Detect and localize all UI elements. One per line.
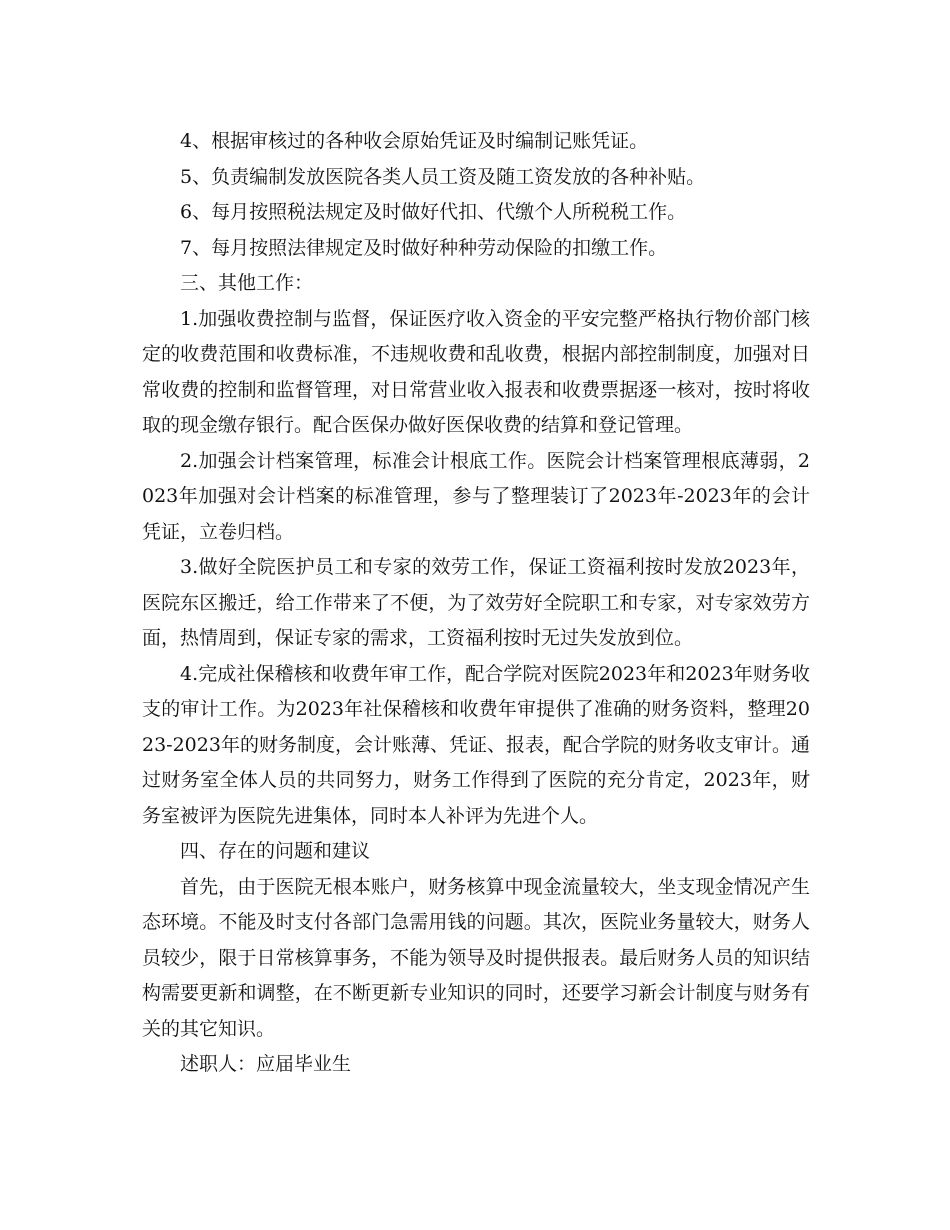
paragraph-problems: 首先，由于医院无根本账户，财务核算中现金流量较大，坐支现金情况产生态环境。不能及时支付各部门急需用钱的问题。其次，医院业务量较大，财务人员较少，限于日常核算事务，不能为领导及时提供报表。最后财务人员的知识结构需要更新和调整，在不断更新专业知识的同时，还要学习新会计制度与财务有关的其它知识。 (142, 875, 810, 1040)
paragraph-item-7: 7、每月按照法律规定及时做好种种劳动保险的扣缴工作。 (180, 236, 668, 259)
paragraph-item-4: 4、根据审核过的各种收会原始凭证及时编制记账凭证。 (180, 130, 649, 152)
paragraph-item-6: 6、每月按照税法规定及时做好代扣、代缴个人所税税工作。 (180, 201, 687, 223)
section-heading-problems: 四、存在的问题和建议 (180, 840, 371, 862)
paragraph-item-5: 5、负责编制发放医院各类人员工资及随工资发放的各种补贴。 (180, 165, 706, 188)
paragraph-archive-management: 2.加强会计档案管理，标准会计根底工作。医院会计档案管理根底薄弱，2023年加强对会计档案的标准管理，参与了整理装订了2023年-2023年的会计凭证，立卷归档。 (142, 449, 810, 543)
paragraph-audit-work: 4.完成社保稽核和收费年审工作，配合学院对医院2023年和2023年财务收支的审计工作。为2023年社保稽核和收费年审提供了准确的财务资料，整理2023-2023年的财务制度，会计账薄、凭证、报表，配合学院的财务收支审计。通过财务室全体人员的共同努力，财务工作得到了医院的充分肯定，2023年，财务室被评为医院先进集体，同时本人补评为先进个人。 (142, 662, 810, 827)
section-heading-other-work: 三、其他工作： (180, 272, 314, 294)
signature-line: 述职人：应届毕业生 (180, 1053, 352, 1075)
paragraph-staff-service: 3.做好全院医护员工和专家的效劳工作，保证工资福利按时发放2023年，医院东区搬迁，给工作带来了不便，为了效劳好全院职工和专家，对专家效劳方面，热情周到，保证专家的需求，工资福利按时无过失发放到位。 (142, 556, 810, 649)
paragraph-fee-control: 1.加强收费控制与监督，保证医疗收入资金的平安完整严格执行物价部门核定的收费范围和收费标准，不违规收费和乱收费，根据内部控制制度，加强对日常收费的控制和监督管理，对日常营业收入报表和收费票据逐一核对，按时将收取的现金缴存银行。配合医保办做好医保收费的结算和登记管理。 (142, 307, 810, 436)
document-body (142, 124, 810, 1083)
